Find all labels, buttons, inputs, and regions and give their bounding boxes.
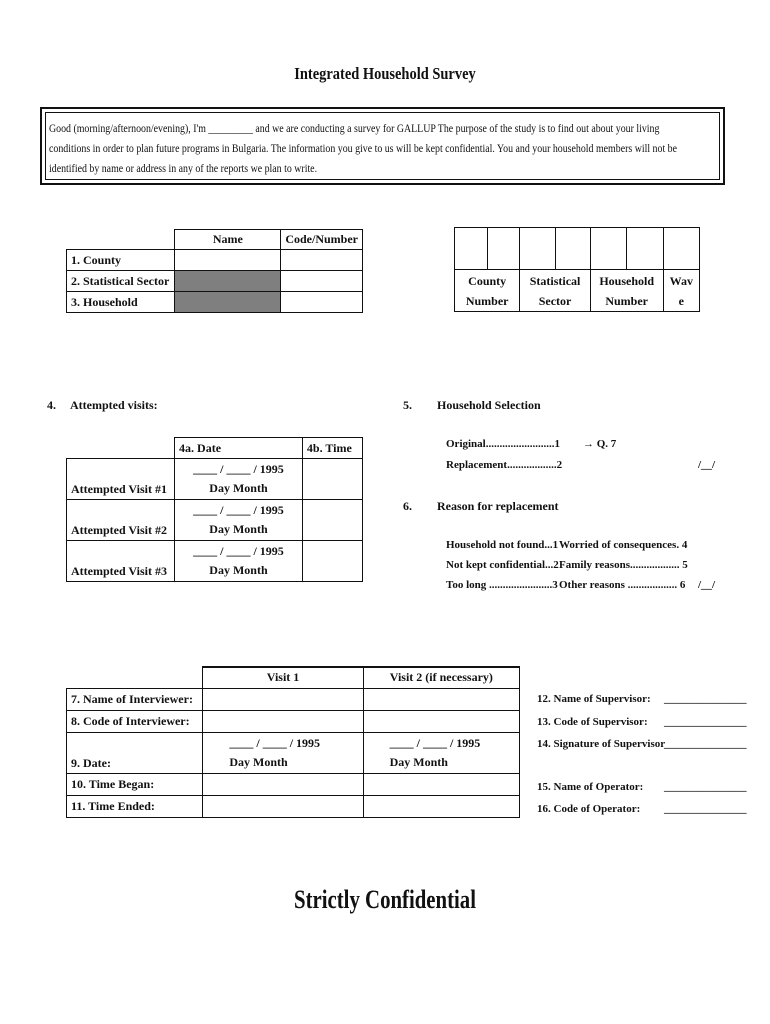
row-date: 9. Date:: [67, 732, 203, 773]
household-selection-heading: Household Selection: [437, 398, 541, 412]
sector-code-field[interactable]: [281, 271, 363, 292]
county-code-field[interactable]: [281, 250, 363, 271]
col-time: 4b. Time: [302, 438, 362, 459]
col-code: Code/Number: [281, 230, 363, 250]
household-selection-number: 5.: [403, 398, 412, 412]
operator-code-field[interactable]: _______________: [664, 803, 747, 815]
visit-2-time[interactable]: [302, 500, 362, 541]
replacement-reason-heading: Reason for replacement: [437, 499, 559, 513]
statistical-sector-label: Statistical Sector: [520, 270, 590, 312]
reason-answer-field[interactable]: /__/: [698, 579, 716, 591]
footer-confidential: Strictly Confidential: [294, 885, 476, 914]
intro-line: identified by name or address in any of the reports we plan to write.: [49, 163, 318, 175]
row-sector: 2. Statistical Sector: [67, 271, 175, 292]
col-date: 4a. Date: [175, 438, 303, 459]
v2-date[interactable]: ____ / ____ / 1995 Day Month: [363, 732, 519, 773]
intro-line: Good (morning/afternoon/evening), I'm _________ and we are conducting a survey for GALLUP The purpose of the study is to find out about your living: [49, 123, 660, 135]
page-title: Integrated Household Survey: [294, 64, 476, 83]
supervisor-name-label: 12. Name of Supervisor:: [537, 693, 651, 705]
row-time-ended: 11. Time Ended:: [67, 795, 203, 817]
reason-not-confidential: Not kept confidential...2: [446, 559, 559, 571]
reason-other: Other reasons .................. 6: [559, 579, 686, 591]
replacement-reason-number: 6.: [403, 499, 412, 513]
row-interviewer-name: 7. Name of Interviewer:: [67, 688, 203, 710]
row-household: 3. Household: [67, 292, 175, 313]
household-name-field: [175, 292, 281, 313]
row-interviewer-code: 8. Code of Interviewer:: [67, 710, 203, 732]
code-boxes: [454, 227, 700, 312]
v1-date[interactable]: ____ / ____ / 1995 Day Month: [203, 732, 363, 773]
col-visit-1: Visit 1: [203, 667, 363, 688]
supervisor-signature-label: 14. Signature of Supervisor: [537, 738, 666, 750]
location-table: [66, 229, 363, 313]
visit-2-label: Attempted Visit #2: [67, 500, 175, 541]
reason-family: Family reasons.................. 5: [559, 559, 688, 571]
intro-text: [45, 112, 720, 180]
household-number-label: Household Number: [590, 270, 663, 312]
option-replacement: Replacement..................2: [446, 459, 563, 471]
skip-instruction: → Q. 7: [583, 438, 617, 450]
household-box-1[interactable]: [590, 228, 626, 270]
v1-interviewer-code[interactable]: [203, 710, 363, 732]
col-name: Name: [175, 230, 281, 250]
col-visit-2: Visit 2 (if necessary): [363, 667, 519, 688]
supervisor-code-label: 13. Code of Supervisor:: [537, 716, 648, 728]
household-box-2[interactable]: [627, 228, 663, 270]
selection-answer-field[interactable]: /__/: [698, 459, 716, 471]
sector-name-field: [175, 271, 281, 292]
supervisor-code-field[interactable]: _______________: [664, 716, 747, 728]
interviewer-table: [66, 666, 520, 818]
county-name-field[interactable]: [175, 250, 281, 271]
v2-interviewer-code[interactable]: [363, 710, 519, 732]
operator-name-label: 15. Name of Operator:: [537, 781, 644, 793]
visit-1-label: Attempted Visit #1: [67, 459, 175, 500]
supervisor-signature-field[interactable]: _______________: [664, 738, 747, 750]
v2-interviewer-name[interactable]: [363, 688, 519, 710]
visit-3-time[interactable]: [302, 541, 362, 582]
intro-line: conditions in order to plan future programs in Bulgaria. The information you give to us will be kept confidential. You and your household members will not be: [49, 143, 678, 155]
attempted-visits-number: 4.: [47, 398, 56, 412]
row-time-began: 10. Time Began:: [67, 773, 203, 795]
supervisor-name-field[interactable]: _______________: [664, 693, 747, 705]
v1-time-ended[interactable]: [203, 795, 363, 817]
row-county: 1. County: [67, 250, 175, 271]
attempted-visits-heading: Attempted visits:: [70, 398, 158, 412]
reason-too-long: Too long .......................3: [446, 579, 558, 591]
v2-time-ended[interactable]: [363, 795, 519, 817]
household-code-field[interactable]: [281, 292, 363, 313]
visit-2-date[interactable]: ____ / ____ / 1995 Day Month: [175, 500, 303, 541]
county-number-label: County Number: [455, 270, 520, 312]
reason-not-found: Household not found...1: [446, 539, 559, 551]
operator-code-label: 16. Code of Operator:: [537, 803, 641, 815]
sector-box-1[interactable]: [520, 228, 555, 270]
v2-time-began[interactable]: [363, 773, 519, 795]
visit-3-date[interactable]: ____ / ____ / 1995 Day Month: [175, 541, 303, 582]
wave-box[interactable]: [663, 228, 699, 270]
v1-time-began[interactable]: [203, 773, 363, 795]
reason-worried: Worried of consequences. 4: [559, 539, 688, 551]
county-box-2[interactable]: [487, 228, 520, 270]
county-box-1[interactable]: [455, 228, 488, 270]
option-original: Original.........................1: [446, 438, 560, 450]
v1-interviewer-name[interactable]: [203, 688, 363, 710]
visit-1-date[interactable]: ____ / ____ / 1995 Day Month: [175, 459, 303, 500]
wave-label: Wav e: [663, 270, 699, 312]
visit-3-label: Attempted Visit #3: [67, 541, 175, 582]
visit-1-time[interactable]: [302, 459, 362, 500]
sector-box-2[interactable]: [555, 228, 590, 270]
operator-name-field[interactable]: _______________: [664, 781, 747, 793]
visits-table: [66, 437, 363, 582]
